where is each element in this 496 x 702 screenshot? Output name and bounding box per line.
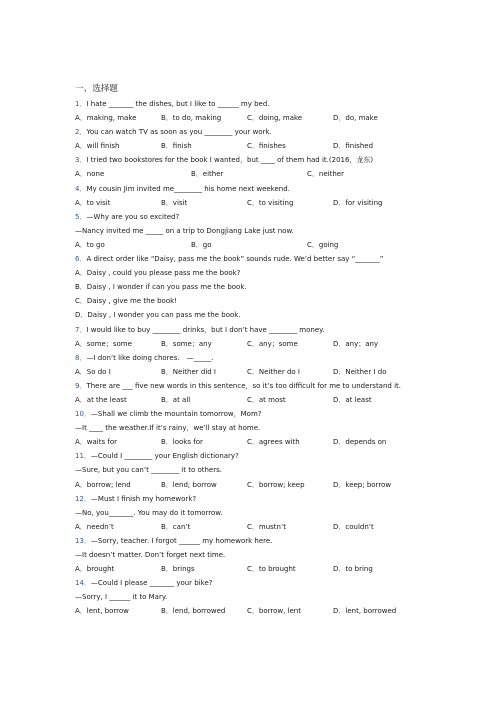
option-b[interactable]: B．visit <box>161 198 188 207</box>
question-dialogue: —Sorry, I ______ it to Mary. <box>75 593 168 602</box>
question-stem <box>75 182 475 196</box>
options-row <box>75 337 475 351</box>
question-number: 11． <box>75 452 91 461</box>
question-number: 2． <box>75 128 87 137</box>
question-text: I would like to buy ________ drinks，but I don’t have ________ money. <box>86 325 325 334</box>
option-c[interactable]: C．going <box>307 240 339 249</box>
question-stem <box>75 534 475 548</box>
question-text: I hate _______ the dishes, but I like to ______ my bed. <box>86 100 270 108</box>
option-a[interactable]: A．waits for <box>75 438 117 447</box>
option-d[interactable]: D．at least <box>333 395 372 404</box>
option-a[interactable]: A．Daisy , could you please pass me the book? <box>75 269 241 278</box>
option-c[interactable]: C．any；some <box>247 339 298 348</box>
option-d[interactable]: D．keep; borrow <box>333 480 392 489</box>
option-d[interactable]: D．Daisy , I wonder you can pass me the book. <box>75 311 241 320</box>
question-dialogue: —Nancy invited me _____ on a trip to Dongjiang Lake just now. <box>75 226 294 235</box>
question-number: 1． <box>75 100 87 108</box>
option-b[interactable]: B．can’t <box>161 522 191 531</box>
option-b[interactable]: B．brings <box>161 565 195 574</box>
question-text: I tried two bookstores for the book I wanted，but ____ of them had it.(2016，龙东) <box>86 156 374 165</box>
option-c[interactable]: C．borrow; keep <box>247 480 305 489</box>
option-c[interactable]: C．to brought <box>247 565 296 574</box>
question-number: 8． <box>75 353 87 362</box>
question-number: 14． <box>75 579 91 588</box>
question-text: —Why are you so excited? <box>86 212 180 221</box>
option-d[interactable]: D．for visiting <box>333 198 383 207</box>
question-stem <box>75 492 475 506</box>
question-dialogue: —It doesn’t matter. Don’t forget next time. <box>75 551 226 559</box>
section-title: 一、选择题 <box>75 84 118 94</box>
options-row <box>75 111 475 125</box>
question-text: —Could I please _______ your bike? <box>90 579 213 588</box>
question-number: 10． <box>75 410 91 419</box>
question-list <box>75 83 475 618</box>
question-stem <box>75 576 475 590</box>
question-number: 12． <box>75 494 91 503</box>
option-d[interactable]: D．couldn’t <box>333 522 374 531</box>
question-stem <box>75 379 475 393</box>
question-stem <box>75 351 475 365</box>
question-dialogue: —No, you_______. You may do it tomorrow. <box>75 508 223 517</box>
option-a[interactable]: A．lent, borrow <box>75 607 129 616</box>
options-row <box>75 365 475 379</box>
question-text: —Shall we climb the mountain tomorrow，Mom? <box>90 410 262 419</box>
question-stem <box>75 97 475 111</box>
question-number: 3． <box>75 156 87 165</box>
option-c[interactable]: C．finishes <box>247 142 286 151</box>
question-stem <box>75 210 475 224</box>
question-dialogue: —It ____ the weather.If it’s rainy，we’ll stay at home. <box>75 424 261 433</box>
option-d[interactable]: D．any；any <box>333 339 379 348</box>
option-a[interactable]: A．to visit <box>75 198 111 207</box>
question-stem <box>75 125 475 139</box>
option-c[interactable]: C．agrees with <box>247 438 300 447</box>
option-a[interactable]: A．at the least <box>75 395 127 404</box>
question-stem <box>75 153 475 167</box>
question-stem <box>75 449 475 463</box>
option-b[interactable]: B．some；any <box>161 339 212 348</box>
question-number: 6． <box>75 255 87 264</box>
question-text: My cousin Jim invited me________ his home next weekend. <box>86 184 290 193</box>
option-a[interactable]: A．to go <box>75 240 105 249</box>
option-b[interactable]: B．lend, borrowed <box>161 607 226 616</box>
options-row <box>75 562 475 576</box>
option-a[interactable]: A．brought <box>75 565 115 574</box>
option-a[interactable]: A．making, make <box>75 114 137 123</box>
options-row <box>75 167 475 181</box>
options-row <box>75 478 475 492</box>
option-b[interactable]: B．Neither did I <box>161 367 217 376</box>
option-d[interactable]: D．finished <box>333 142 374 151</box>
option-c[interactable]: C．Neither do I <box>247 367 300 376</box>
option-b[interactable]: B．at all <box>161 395 191 404</box>
option-a[interactable]: A．none <box>75 170 105 179</box>
option-b[interactable]: B．finish <box>161 142 192 151</box>
option-b[interactable]: B．go <box>191 240 212 249</box>
option-d[interactable]: D．depends on <box>333 438 387 447</box>
question-text: There are ___ five new words in this sentence，so it’s too difficult for me to understand it. <box>86 381 401 390</box>
options-row <box>75 520 475 534</box>
option-a[interactable]: A．needn’t <box>75 522 114 531</box>
question-stem <box>75 323 475 337</box>
question-text: —Must I finish my homework? <box>90 494 197 503</box>
option-c[interactable]: C．neither <box>307 170 344 179</box>
question-text: A direct order like “Daisy, pass me the book” sounds rude. We’d better say “_______” <box>86 255 384 264</box>
option-d[interactable]: D．to bring <box>333 565 373 574</box>
options-row <box>75 604 475 618</box>
option-b[interactable]: B．Daisy , I wonder if can you pass me the book. <box>75 283 247 292</box>
option-b[interactable]: B．to do, making <box>161 114 222 123</box>
question-text: —Could I ________ your English dictionary? <box>90 452 239 461</box>
question-stem <box>75 252 475 266</box>
options-row <box>75 238 475 252</box>
options-row <box>75 196 475 210</box>
option-d[interactable]: D．do, make <box>333 114 378 123</box>
option-c[interactable]: C．Daisy , give me the book! <box>75 297 177 306</box>
option-a[interactable]: A．will finish <box>75 142 120 151</box>
question-text: —Sorry, teacher. I forgot ______ my homework here. <box>90 536 273 545</box>
question-number: 7． <box>75 325 87 334</box>
question-dialogue: —Sure, but you can’t ________ it to others. <box>75 466 222 475</box>
option-d[interactable]: D．Neither I do <box>333 367 387 376</box>
option-b[interactable]: B．looks for <box>161 438 203 447</box>
option-c[interactable]: C．mustn’t <box>247 522 286 531</box>
question-number: 9． <box>75 381 87 390</box>
question-text: —I don’t like doing chores. —_____. <box>86 353 214 362</box>
options-row <box>75 139 475 153</box>
options-row <box>75 393 475 407</box>
question-number: 4． <box>75 184 87 193</box>
question-stem <box>75 407 475 421</box>
option-c[interactable]: C．to visiting <box>247 198 294 207</box>
question-number: 13． <box>75 536 91 545</box>
option-b[interactable]: B．lend; borrow <box>161 480 217 489</box>
option-d[interactable]: D．lent, borrowed <box>333 607 397 616</box>
question-text: You can watch TV as soon as you ________ your work. <box>86 128 272 137</box>
option-b[interactable]: B．either <box>191 170 224 179</box>
option-a[interactable]: A．some；some <box>75 339 132 348</box>
option-c[interactable]: C．at most <box>247 395 286 404</box>
option-c[interactable]: C．doing, make <box>247 114 303 123</box>
option-a[interactable]: A．So do I <box>75 367 111 376</box>
options-row <box>75 435 475 449</box>
option-c[interactable]: C．borrow, lent <box>247 607 301 616</box>
question-number: 5． <box>75 212 87 221</box>
option-a[interactable]: A．borrow; lend <box>75 480 131 489</box>
